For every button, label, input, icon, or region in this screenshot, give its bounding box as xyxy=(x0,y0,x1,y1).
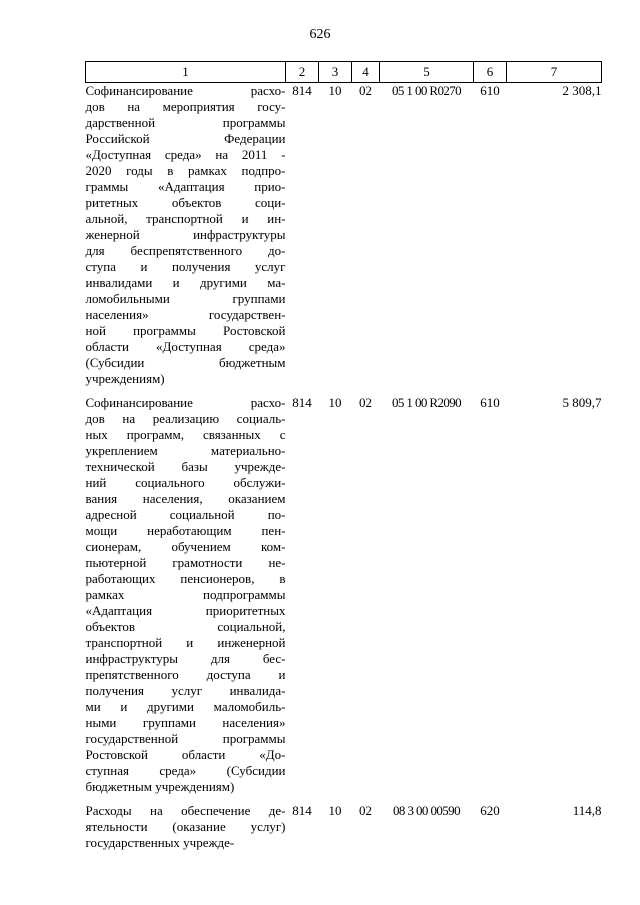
row-amount: 5 809,7 xyxy=(562,395,602,410)
row-expense-type: 610 xyxy=(480,395,500,410)
description-line: учреждениям) xyxy=(85,371,165,386)
description-line: Российской Федерации xyxy=(85,131,286,146)
row-subsection: 02 xyxy=(359,803,372,818)
description-line: ных программ, связанных с xyxy=(85,427,286,442)
table-header-row xyxy=(86,62,602,83)
row-admin-code: 814 xyxy=(292,395,312,410)
description-line: «Доступная среда» на 2011 - xyxy=(85,147,286,162)
description-line: ными группами населения» xyxy=(85,715,286,730)
description-line: адресной социальной по- xyxy=(85,507,286,522)
header-col-3: 3 xyxy=(319,62,352,83)
description-line: препятственного доступа и xyxy=(85,667,286,682)
row-target-article: 05 1 00 R2090 xyxy=(391,395,462,410)
description-line: транспортной и инженерной xyxy=(85,635,286,650)
description-line: дов на реализацию социаль- xyxy=(85,411,286,426)
table-row xyxy=(86,395,602,795)
description-line: ний социального обслужи- xyxy=(85,475,286,490)
description-line: для беспрепятственного до- xyxy=(85,243,286,258)
description-line: рамках подпрограммы xyxy=(85,587,286,602)
table-row xyxy=(86,83,602,388)
description-line: 2020 годы в рамках подпро- xyxy=(85,163,286,178)
row-target-article: 05 1 00 R0270 xyxy=(391,83,462,98)
header-col-4: 4 xyxy=(352,62,380,83)
row-section: 10 xyxy=(328,83,342,98)
description-line: бюджетным учреждениям) xyxy=(85,779,235,794)
row-expense-type: 610 xyxy=(480,83,500,98)
header-col-7: 7 xyxy=(507,62,602,83)
row-subsection: 02 xyxy=(359,395,372,410)
row-target-article: 08 3 00 00590 xyxy=(393,803,460,818)
description-line: Софинансирование расхо- xyxy=(85,83,286,98)
description-line: дарственной программы xyxy=(85,115,286,130)
table-row xyxy=(86,803,602,851)
row-amount: 2 308,1 xyxy=(562,83,602,98)
description-line: альной, транспортной и ин- xyxy=(85,211,286,226)
row-expense-type: 620 xyxy=(480,803,500,818)
row-section: 10 xyxy=(328,803,342,818)
description-line: получения услуг инвалида- xyxy=(85,683,286,698)
header-col-1: 1 xyxy=(86,62,286,83)
page-number: 626 xyxy=(309,27,331,42)
description-line: граммы «Адаптация прио- xyxy=(85,179,286,194)
description-line: укреплением материально- xyxy=(85,443,286,458)
description-line: работающих пенсионеров, в xyxy=(85,571,286,586)
description-line: технической базы учрежде- xyxy=(85,459,286,474)
row-subsection: 02 xyxy=(359,83,372,98)
header-col-5: 5 xyxy=(380,62,474,83)
row-description xyxy=(86,83,286,388)
description-line: объектов социальной, xyxy=(85,619,286,634)
description-line: ступа и получения услуг xyxy=(85,259,286,274)
description-line: Ростовской области «До- xyxy=(85,747,286,762)
row-admin-code: 814 xyxy=(292,803,312,818)
description-line: дов на мероприятия госу- xyxy=(85,99,286,114)
description-line: населения» государствен- xyxy=(85,307,286,322)
header-col-6: 6 xyxy=(474,62,507,83)
description-line: Софинансирование расхо- xyxy=(85,395,286,410)
row-amount: 114,8 xyxy=(572,803,602,818)
description-line: женерной инфраструктуры xyxy=(85,227,286,242)
description-line: области «Доступная среда» xyxy=(85,339,286,354)
row-description xyxy=(86,395,286,795)
description-line: ломобильными группами xyxy=(85,291,286,306)
description-line: ной программы Ростовской xyxy=(85,323,286,338)
description-line: инвалидами и другими ма- xyxy=(85,275,286,290)
description-line: государственной программы xyxy=(85,731,286,746)
description-line: государственных учрежде- xyxy=(85,835,235,850)
budget-table xyxy=(85,61,602,851)
description-line: пьютерной грамотности не- xyxy=(85,555,286,570)
description-line: Расходы на обеспечение де- xyxy=(85,803,286,818)
description-line: мощи неработающим пен- xyxy=(85,523,286,538)
description-line: ступная среда» (Субсидии xyxy=(85,763,286,778)
row-admin-code: 814 xyxy=(292,83,312,98)
description-line: ритетных объектов соци- xyxy=(85,195,286,210)
description-line: вания населения, оказанием xyxy=(85,491,286,506)
row-description xyxy=(86,803,286,851)
row-spacer xyxy=(86,387,602,395)
description-line: (Субсидии бюджетным xyxy=(85,355,286,370)
row-spacer xyxy=(86,795,602,803)
description-line: «Адаптация приоритетных xyxy=(85,603,286,618)
row-section: 10 xyxy=(328,395,342,410)
description-line: ми и другими маломобиль- xyxy=(85,699,286,714)
description-line: ятельности (оказание услуг) xyxy=(85,819,286,834)
description-line: сионерам, обучением ком- xyxy=(85,539,286,554)
description-line: инфраструктуры для бес- xyxy=(85,651,286,666)
header-col-2: 2 xyxy=(286,62,319,83)
